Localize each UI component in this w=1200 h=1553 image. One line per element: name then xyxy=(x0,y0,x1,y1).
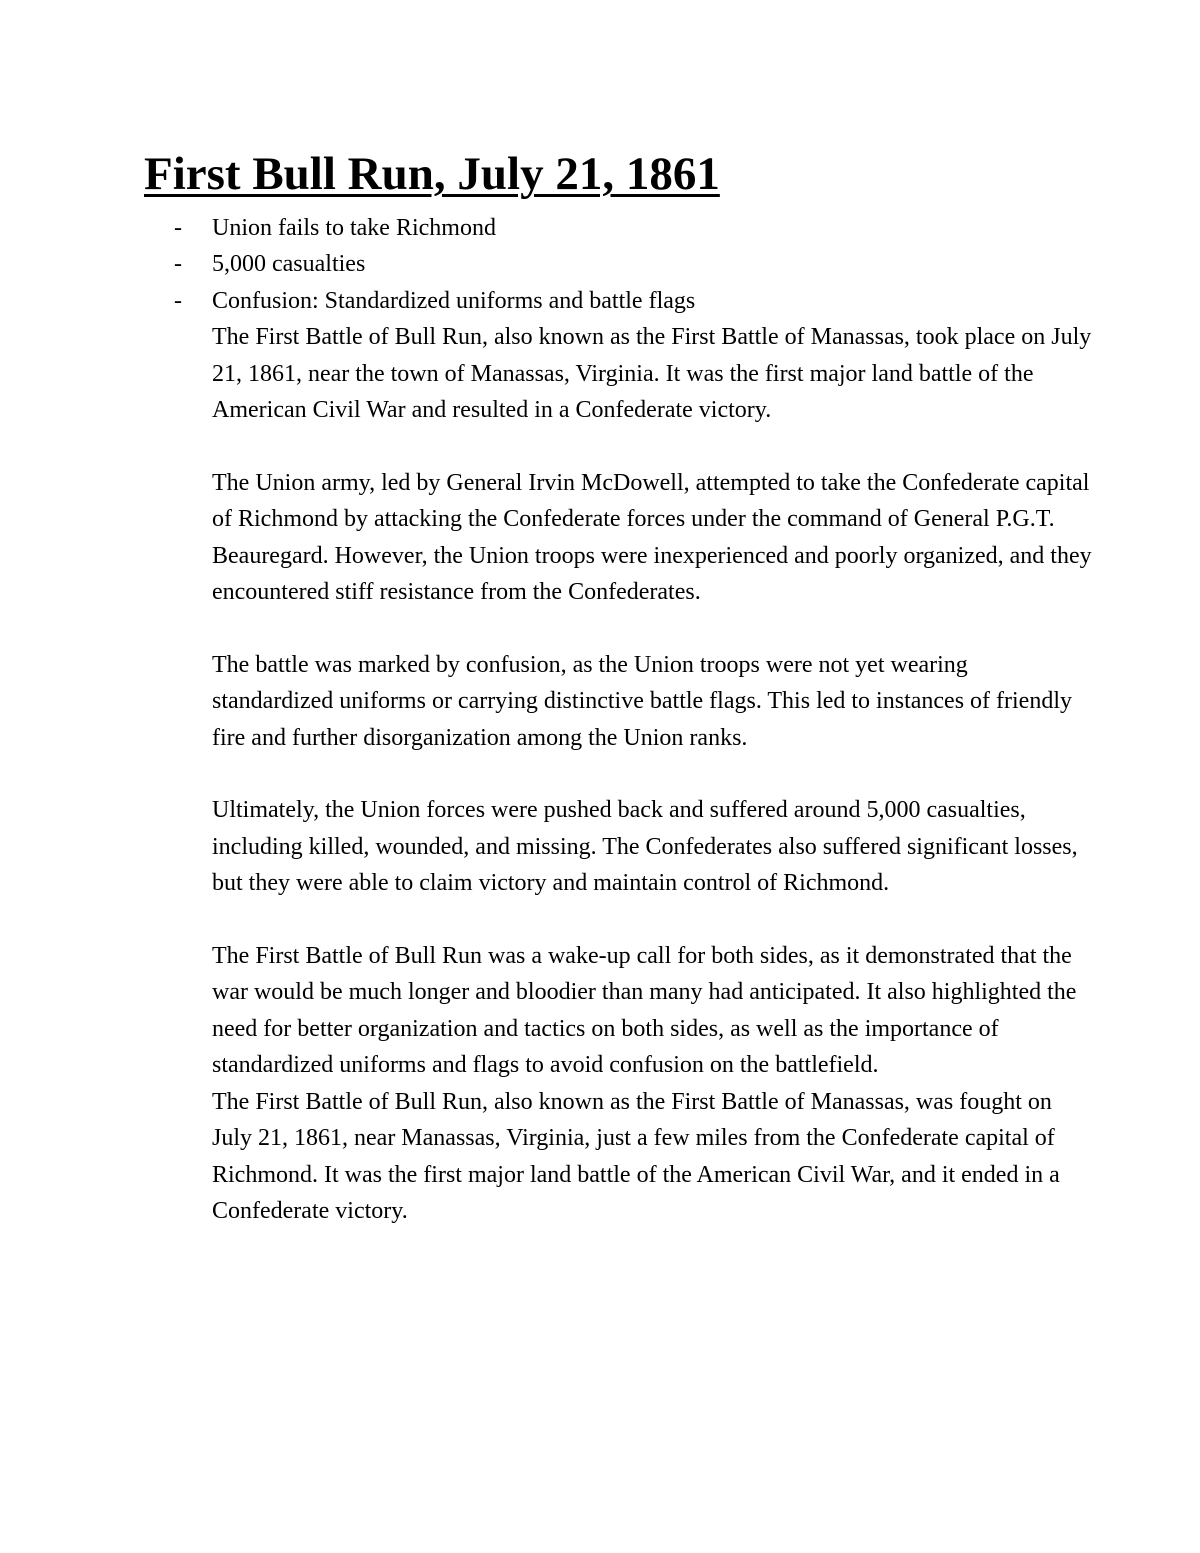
list-item xyxy=(174,246,1092,282)
bullet-text: 5,000 casualties xyxy=(212,251,366,278)
list-item xyxy=(174,210,1092,246)
bullet-text: Union fails to take Richmond xyxy=(212,215,496,241)
paragraph-summary: The First Battle of Bull Run, also known as the First Battle of Manassas, was fought on July 21, 1861, near Manassas, Virginia, just a few miles from the Confederate capital of Richmond. It was the first major land battle of the American Civil War, and it ended in a Confederate victory. xyxy=(212,1088,1060,1224)
document-body xyxy=(174,210,1092,1229)
paragraph-intro: The First Battle of Bull Run, also known as the First Battle of Manassas, took place on July 21, 1861, near the town of Manassas, Virginia. It was the first major land battle of the American Civil War and resulted in a Confederate victory. xyxy=(212,324,1092,424)
paragraph-spacer xyxy=(212,610,1092,646)
paragraph-confusion: The battle was marked by confusion, as the Union troops were not yet wearing standardized uniforms or carrying distinctive battle flags. This led to instances of friendly fire and further disorganization among the Union ranks. xyxy=(212,651,1072,751)
paragraph-spacer xyxy=(212,756,1092,792)
paragraph-union-army: The Union army, led by General Irvin McDowell, attempted to take the Confederate capital of Richmond by attacking the Confederate forces under the command of General P.G.T. Beauregard. However, the Union troops were inexperienced and poorly organized, and they encountered stiff resistance from the Confederates. xyxy=(212,469,1092,606)
paragraph-wake-up-call: The First Battle of Bull Run was a wake-up call for both sides, as it demonstrated that the war would be much longer and bloodier than many had anticipated. It also highlighted the need for better organization and tactics on both sides, as well as the importance of standardized uniforms and flags to avoid confusion on the battlefield. xyxy=(212,943,1077,1079)
page-title: First Bull Run, July 21, 1861 xyxy=(144,148,720,200)
paragraph-spacer xyxy=(212,902,1092,938)
bullet-dash: - xyxy=(174,251,182,278)
bullet-dash: - xyxy=(174,287,182,314)
paragraph-spacer xyxy=(212,428,1092,464)
bullet-list xyxy=(174,210,1092,319)
list-item xyxy=(174,283,1092,319)
paragraph-outcome: Ultimately, the Union forces were pushed back and suffered around 5,000 casualties, including killed, wounded, and missing. The Confederates also suffered significant losses, but they were able to claim victory and maintain control of Richmond. xyxy=(212,797,1078,897)
bullet-dash: - xyxy=(174,215,182,241)
bullet-text: Confusion: Standardized uniforms and battle flags xyxy=(212,287,696,314)
